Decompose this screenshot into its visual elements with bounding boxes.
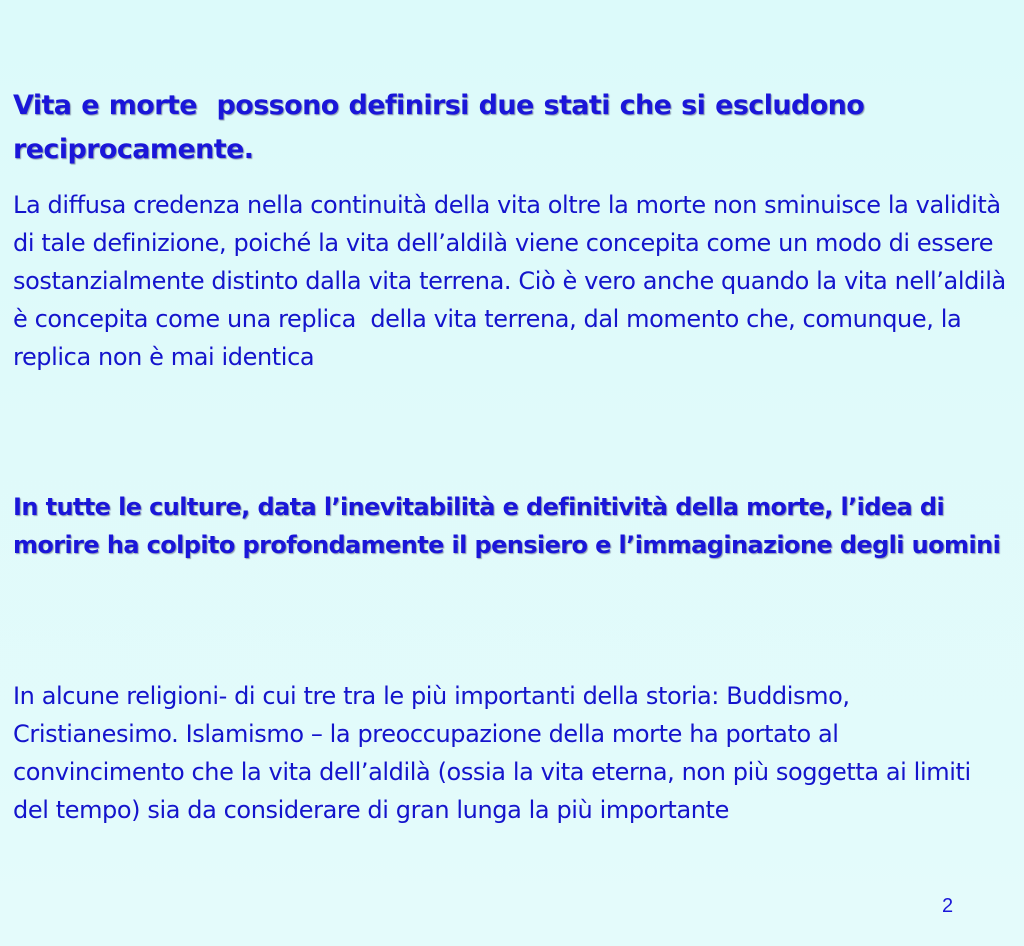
paragraph-afterlife-belief: La diffusa credenza nella continuità della vita oltre la morte non sminuisce la validità di tale definizione, poiché la vita dell’aldilà viene concepita come un modo di essere sostanzialmente distinto dalla vita terrena. Ciò è vero anche quando la vita nell’aldilà è concepita come una replica della vita terrena, dal momento che, comunque, la replica non è mai identica <box>13 191 1016 371</box>
page-number: 2 <box>942 895 954 917</box>
paragraph-religions: In alcune religioni- di cui tre tra le più importanti della storia: Buddismo, Cristianesimo. Islamismo – la preoccupazione della morte ha portato al convincimento che la vita dell’aldilà (ossia la vita eterna, non più soggetta ai limiti del tempo) sia da considerare di gran lunga la più importante <box>13 682 978 824</box>
slide-heading-cultures: In tutte le culture, data l’inevitabilità e definitività della morte, l’idea di morire ha colpito profondamente il pensiero e l’immaginazione degli uomini <box>13 493 1001 559</box>
slide-heading-life-and-death: Vita e morte possono definirsi due stati che si escludono reciprocamente. <box>13 90 875 165</box>
